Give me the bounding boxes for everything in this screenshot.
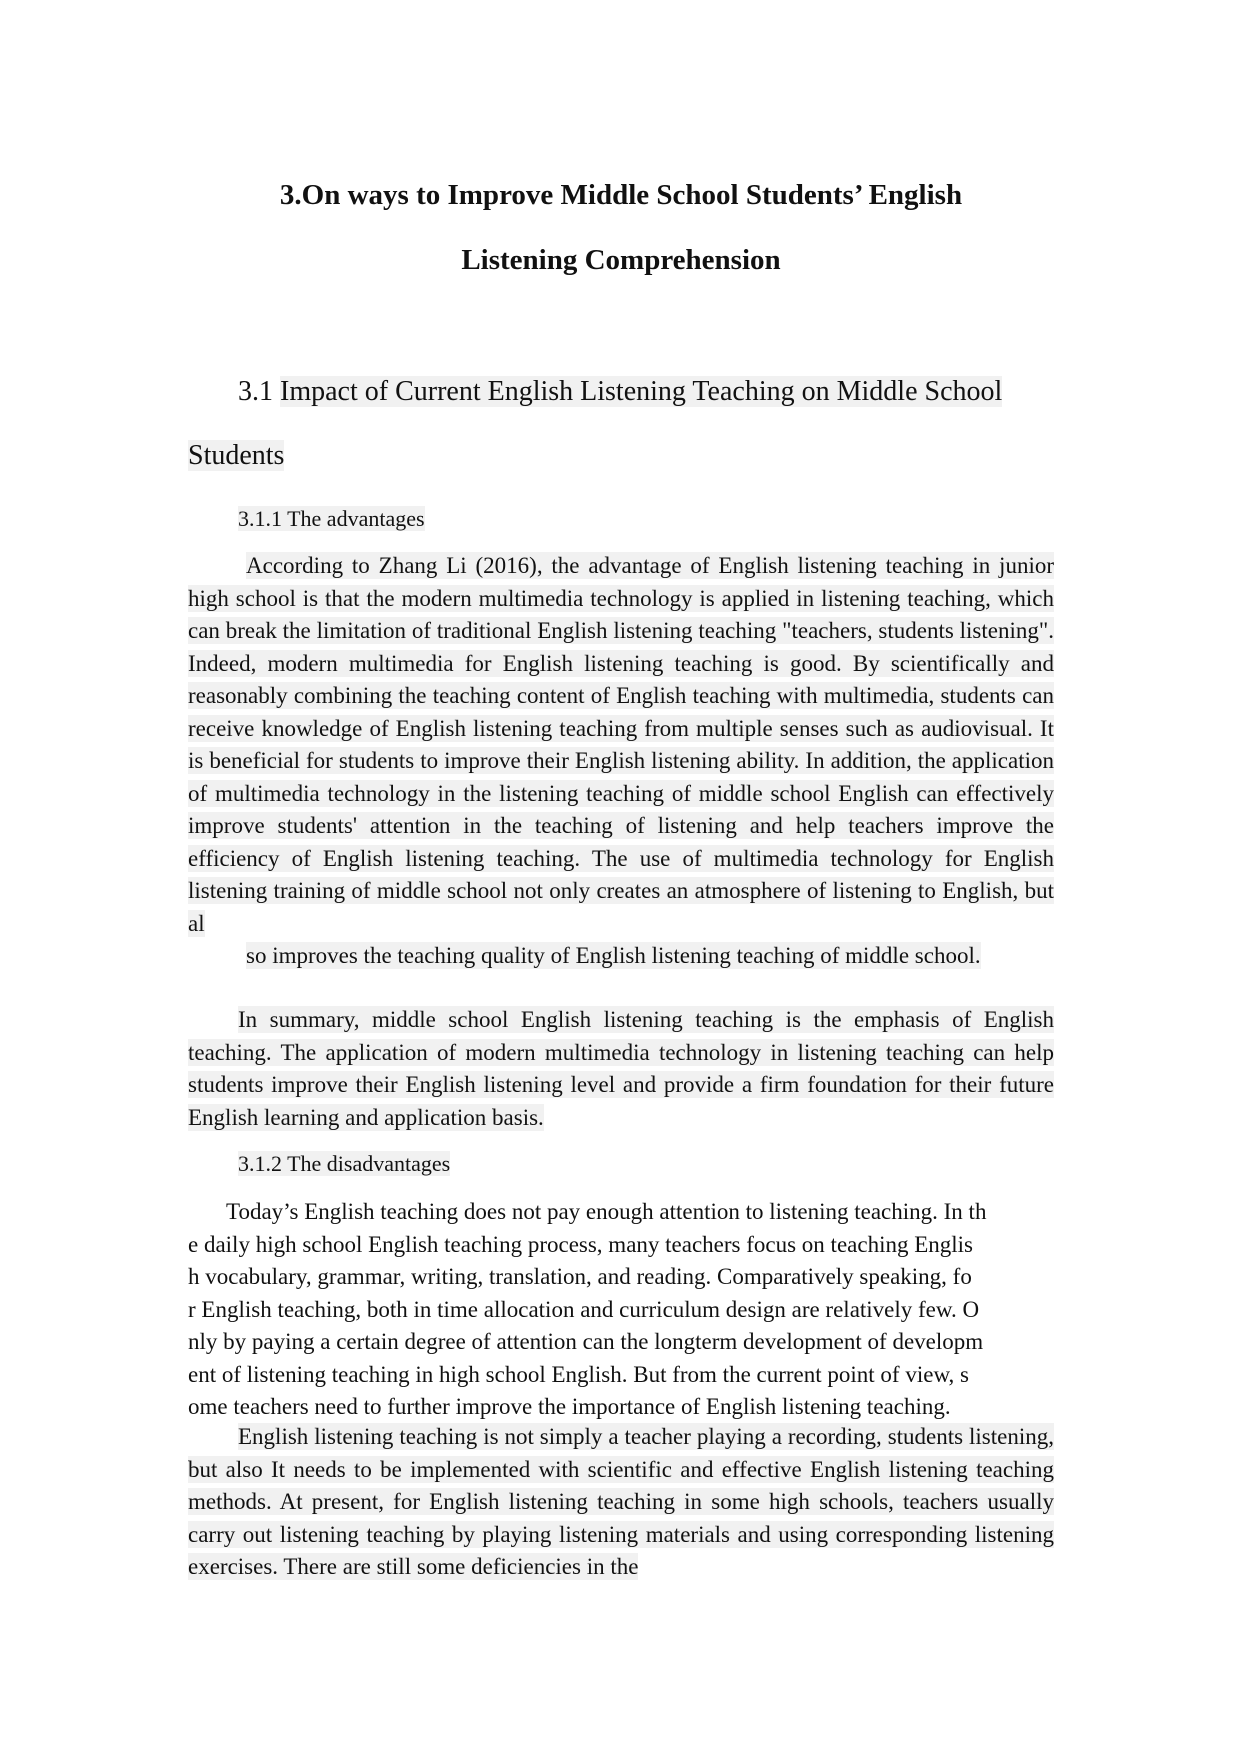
paragraph-advantages <box>188 550 1054 973</box>
section-title-line2: Students <box>188 440 285 471</box>
paragraph-summary <box>188 1004 1054 1134</box>
paragraph-disadvantages-line: e daily high school English teaching process, many teachers focus on teaching Englis <box>188 1231 973 1257</box>
paragraph-disadvantages-line: h vocabulary, grammar, writing, translation, and reading. Comparatively speaking, fo <box>188 1264 972 1289</box>
paragraph-disadvantages-line: ome teachers need to further improve the importance of English listening teaching. <box>188 1394 951 1419</box>
section-heading-line1 <box>188 360 1054 424</box>
paragraph-summary-text: In summary, middle school English listening teaching is the emphasis of English teaching. The application of modern multimedia technology in listening teaching can help students improve their English listening level and provide a firm foundation for their future English learning and application basis. <box>188 1007 1054 1130</box>
section-heading-line2 <box>188 424 1054 488</box>
paragraph-disadvantages-line: Today’s English teaching does not pay enough attention to listening teaching. In th <box>226 1199 987 1224</box>
chapter-title-line2: Listening Comprehension <box>461 244 781 276</box>
paragraph-advantages-tail-text: so improves the teaching quality of English listening teaching of middle school. <box>246 943 981 968</box>
subsection-heading-disadvantages-text: 3.1.2 The disadvantages <box>238 1151 451 1176</box>
paragraph-advantages-text: According to Zhang Li (2016), the advantage of English listening teaching in junior high school is that the modern multimedia technology is applied in listening teaching, which can break the limitation of traditional English listening teaching "teachers, students listening". Indeed, modern multimedia for English listening teaching is good. By scientifically and reasonably combining the teaching content of English teaching with multimedia, students can receive knowledge of English listening teaching from multiple senses such as audiovisual. It is beneficial for students to improve their English listening ability. In addition, the application of multimedia technology in the listening teaching of middle school English can effectively improve students' attention in the teaching of listening and help teachers improve the efficiency of English listening teaching. The use of multimedia technology for English listening training of middle school not only creates an atmosphere of listening to English, but al <box>188 553 1054 936</box>
paragraph-disadvantages-line: nly by paying a certain degree of attention can the longterm development of developm <box>188 1329 984 1354</box>
section-title-line1: Impact of Current English Listening Teaching on Middle School <box>280 376 1003 407</box>
paragraph-methods-text: English listening teaching is not simply a teacher playing a recording, students listening, but also It needs to be implemented with scientific and effective English listening teaching methods. At present, for English listening teaching in some high schools, teachers usually carry out listening teaching by playing listening materials and using corresponding listening exercises. There are still some deficiencies in the <box>188 1424 1054 1579</box>
paragraph-disadvantages <box>188 1196 1056 1424</box>
paragraph-disadvantages-line: ent of listening teaching in high school English. But from the current point of view, s <box>188 1361 970 1387</box>
subsection-heading-disadvantages <box>238 1150 450 1178</box>
paragraph-methods <box>188 1421 1054 1584</box>
subsection-heading-advantages <box>238 505 425 533</box>
chapter-title-line1: 3.On ways to Improve Middle School Students’ English <box>279 179 963 211</box>
subsection-heading-advantages-text: 3.1.1 The advantages <box>238 506 425 531</box>
paragraph-advantages-tail <box>188 940 1054 973</box>
section-number: 3.1 <box>238 376 273 407</box>
paragraph-disadvantages-line: r English teaching, both in time allocation and curriculum design are relatively few. O <box>188 1296 980 1322</box>
section-heading <box>188 360 1054 488</box>
